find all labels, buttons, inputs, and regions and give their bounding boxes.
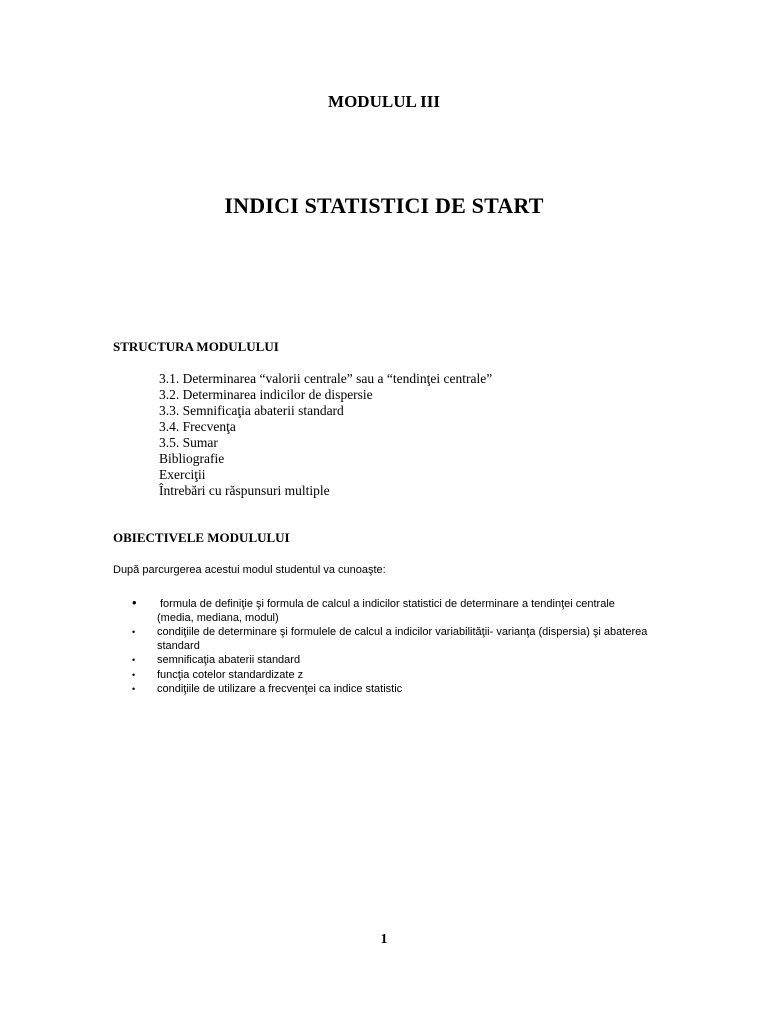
structure-heading: STRUCTURA MODULULUI bbox=[113, 339, 279, 354]
objective-item bbox=[132, 626, 652, 653]
objectives-intro: După parcurgerea acestui modul studentul va cunoaşte: bbox=[113, 564, 386, 576]
document-title: INDICI STATISTICI DE START bbox=[224, 193, 544, 218]
structure-list bbox=[159, 371, 492, 499]
structure-item: Exerciţii bbox=[159, 467, 206, 482]
bullet-icon: • bbox=[132, 655, 136, 665]
objectives-list bbox=[132, 595, 652, 698]
objective-text: funcţia cotelor standardizate z bbox=[157, 668, 304, 681]
bullet-icon: • bbox=[132, 627, 136, 637]
objective-item bbox=[132, 669, 652, 683]
objective-text: formula de definiţie şi formula de calcul a indicilor statistici de determinare a tendinţei centrale (media, mediana, modul) bbox=[157, 598, 615, 624]
structure-item: 3.4. Frecvenţa bbox=[159, 419, 236, 434]
structure-item: Bibliografie bbox=[159, 451, 225, 466]
objective-text: condiţiile de utilizare a frecvenţei ca indice statistic bbox=[157, 683, 403, 695]
objectives-heading: OBIECTIVELE MODULULUI bbox=[113, 530, 290, 545]
structure-item: 3.5. Sumar bbox=[159, 435, 218, 450]
structure-item: 3.1. Determinarea “valorii centrale” sau a “tendinţei centrale” bbox=[159, 371, 493, 386]
bullet-icon: • bbox=[132, 595, 137, 610]
objective-item bbox=[132, 595, 652, 625]
structure-item: Întrebări cu răspunsuri multiple bbox=[159, 483, 330, 498]
objective-item bbox=[132, 654, 652, 668]
bullet-icon: • bbox=[132, 684, 136, 694]
structure-item: 3.2. Determinarea indicilor de dispersie bbox=[159, 387, 373, 402]
structure-item: 3.3. Semnificaţia abaterii standard bbox=[159, 403, 344, 418]
page-number: 1 bbox=[380, 932, 388, 947]
bullet-icon: • bbox=[132, 669, 136, 680]
objective-item bbox=[132, 683, 652, 697]
objective-text: semnificaţia abaterii standard bbox=[157, 654, 301, 666]
objective-text: condiţiile de determinare şi formulele de calcul a indicilor variabilităţii- varianţa (dispersia) şi abaterea standard bbox=[157, 626, 648, 652]
module-title: MODULUL III bbox=[328, 92, 440, 111]
